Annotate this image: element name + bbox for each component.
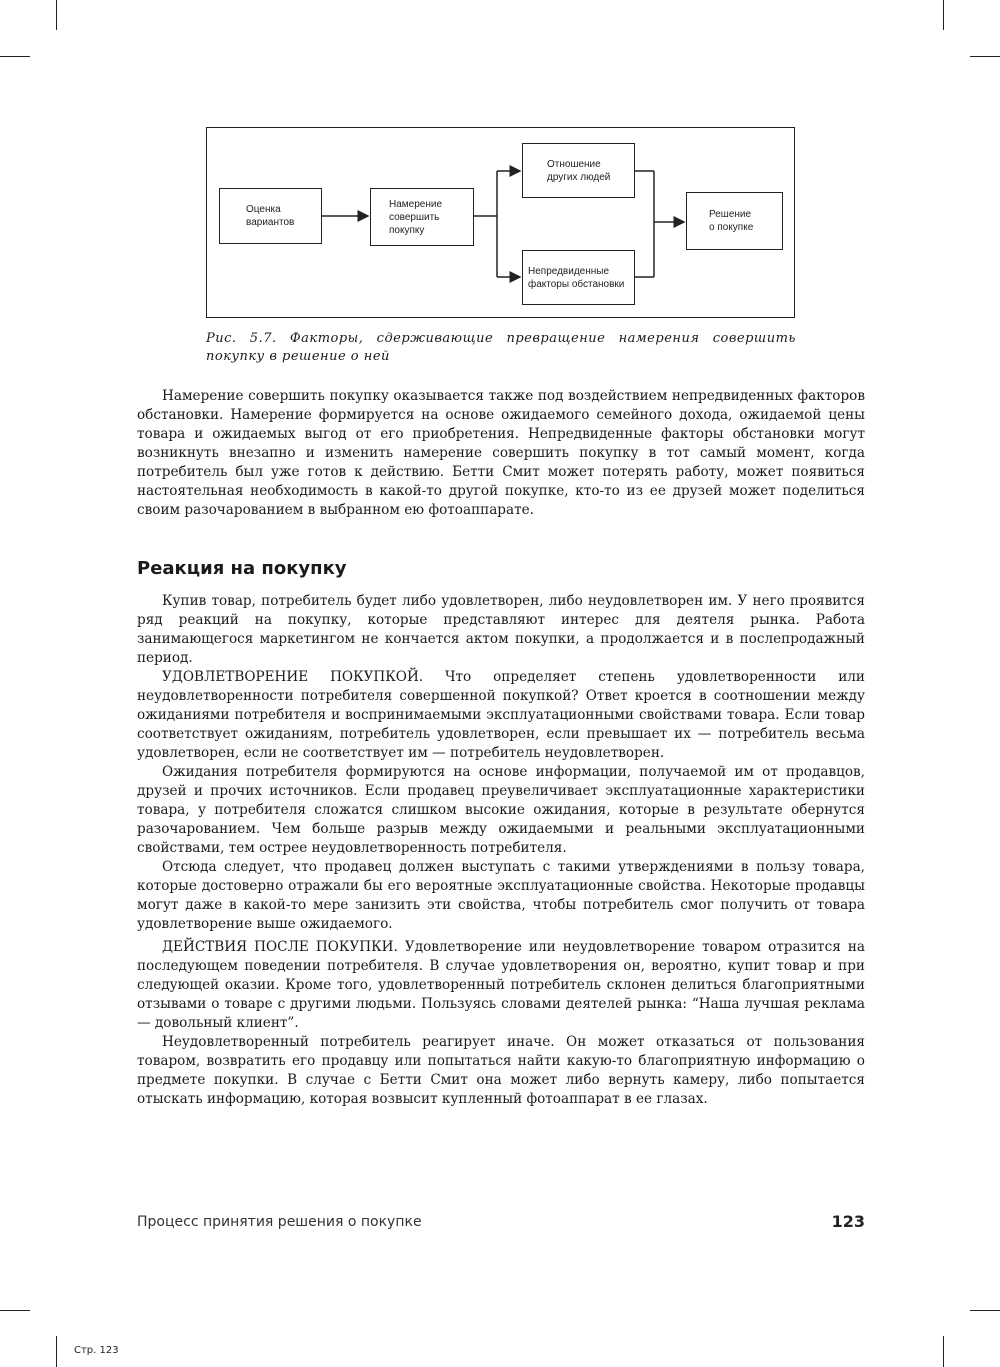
crop-mark [56,1336,57,1367]
diagram-box-attitudes: Отношение других людей [522,143,635,198]
figure-caption: Рис. 5.7. Факторы, сдерживающие превращение намерения совершить покупку в решение о ней [206,331,796,364]
paragraph: УДОВЛЕТВОРЕНИЕ ПОКУПКОЙ. Что определяет степень удовлетворенности или неудовлетворенности потребителя совершенной покупкой? Ответ кроется в соотношении между ожиданиями потребителя и воспринимаемыми эксплуатационными свойствами товара. Если товар соответствует ожиданиям, потребитель удовлетворен, если превышает их — потребитель весьма удовлетворен, если не соответствует им — потребитель неудовлетворен. [137,669,865,761]
crop-mark [0,1310,30,1311]
paragraph: Отсюда следует, что продавец должен выступать с такими утверждениями в пользу товара, которые достоверно отражали бы его вероятные эксплуатационные свойства. Некоторые продавцы могут даже в какой-то мере занизить эти свойства, чтобы потребитель смог получить от товара удовлетворение выше ожидаемого. [137,859,865,932]
page-number: 123 [831,1212,865,1231]
diagram-box-intention: Намерение совершить покупку [370,188,474,246]
section-heading: Реакция на покупку [137,558,347,579]
crop-mark [970,1310,1000,1311]
diagram-box-decision: Решение о покупке [686,192,783,250]
diagram-box-unforeseen: Непредвиденные факторы обстановки [522,250,635,305]
paragraph: Намерение совершить покупку оказывается также под воздействием непредвиденных факторов обстановки. Намерение формируется на основе ожидаемого семейного дохода, ожидаемой цены товара и ожидаемых выгод от его приобретения. Непредвиденные факторы обстановки могут возникнуть внезапно и изменить намерение совершить покупку в тот самый момент, когда потребитель был уже готов к действию. Бетти Смит может потерять работу, может появиться настоятельная необходимость в какой-то другой покупке, кто-то из ее друзей может поделиться своим разочарованием в выбранном ею фотоаппарате. [137,388,865,518]
paragraph: Неудовлетворенный потребитель реагирует иначе. Он может отказаться от пользования товаром, возвратить его продавцу или попытаться найти какую-то благоприятную информацию о предмете покупки. В случае с Бетти Смит она может либо вернуть камеру, либо попытается отыскать информацию, которая возвысит купленный фотоаппарат в ее глазах. [137,1034,865,1107]
page-label: Стр. 123 [74,1345,119,1356]
paragraph: ДЕЙСТВИЯ ПОСЛЕ ПОКУПКИ. Удовлетворение или неудовлетворение товаром отразится на последующем поведении потребителя. В случае удовлетворения он, вероятно, купит товар и при следующей оказии. Кроме того, удовлетворенный потребитель склонен делиться благоприятными отзывами о товаре с другими людьми. Пользуясь словами деятелей рынка: “Наша лучшая реклама — довольный клиент”. [137,939,865,1031]
paragraph: Купив товар, потребитель будет либо удовлетворен, либо неудовлетворен им. У него проявится ряд реакций на покупку, которые представляют интерес для деятеля рынка. Работа занимающегося маркетингом не кончается актом покупки, а продолжается и в послепродажный период. [137,593,865,666]
paragraph: Ожидания потребителя формируются на основе информации, получаемой им от продавцов, друзей и прочих источников. Если продавец преувеличивает эксплуатационные характеристики товара, у потребителя сложатся слишком высокие ожидания, которые в результате обернутся разочарованием. Чем больше разрыв между ожидаемыми и реальными эксплуатационными свойствами, тем острее неудовлетворенность потребителя. [137,764,865,856]
intro-text [137,387,865,520]
diagram-box-evaluation: Оценка вариантов [219,188,322,244]
running-title: Процесс принятия решения о покупке [137,1214,422,1230]
section-body [137,592,865,1109]
crop-mark [943,1336,944,1367]
